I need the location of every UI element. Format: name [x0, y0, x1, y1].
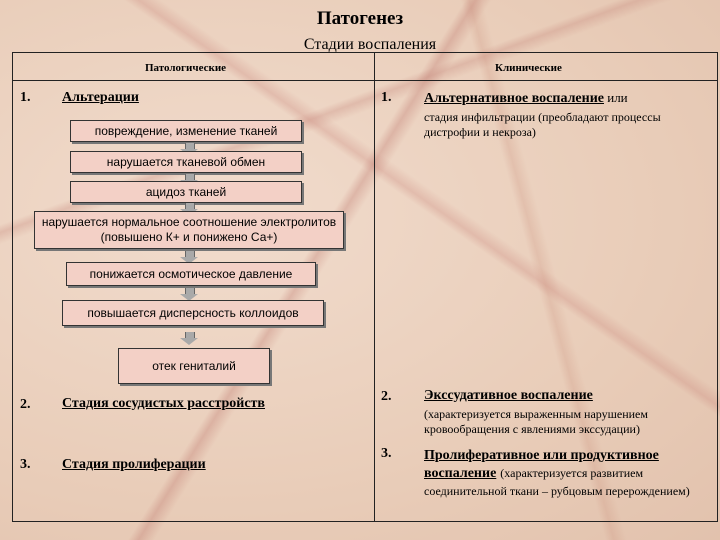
flow-box-edema: отек гениталий — [118, 348, 270, 384]
flow-box-tissue-damage: повреждение, изменение тканей — [70, 120, 302, 142]
flow-box-osmotic-pressure: понижается осмотическое давление — [66, 262, 316, 286]
right-stage-1-number: 1. — [381, 90, 392, 105]
right-stage-3-block — [424, 446, 714, 499]
left-stage-2-name: Стадия сосудистых расстройств — [62, 396, 265, 411]
left-stage-2-number: 2. — [20, 397, 31, 412]
column-divider — [374, 52, 375, 522]
left-stage-3-name: Стадия пролиферации — [62, 457, 206, 472]
header-divider — [12, 80, 718, 81]
left-stage-1-number: 1. — [20, 90, 31, 105]
right-stage-1-heading — [424, 90, 714, 107]
right-stage-2-description: (характеризуется выраженным нарушением кровообращения с явлениями экссудации) — [424, 407, 648, 436]
column-header-pathological: Патологические — [145, 62, 227, 74]
left-stage-1-name: Альтерации — [62, 90, 139, 105]
right-stage-2-number: 2. — [381, 389, 392, 404]
flow-arrow-5 — [180, 288, 198, 300]
column-header-clinical: Клинические — [495, 62, 562, 74]
left-stage-3-number: 3. — [20, 457, 31, 472]
right-stage-3-number: 3. — [381, 446, 392, 461]
flow-box-colloids: повышается дисперсность коллоидов — [62, 300, 324, 326]
right-stage-1-suffix: или — [603, 90, 628, 105]
flow-box-metabolism: нарушается тканевой обмен — [70, 151, 302, 173]
slide-subtitle: Стадии воспаления — [303, 36, 437, 53]
slide-title: Патогенез — [316, 8, 404, 29]
flow-box-acidosis: ацидоз тканей — [70, 181, 302, 203]
right-stage-1-description: стадия инфильтрации (преобладают процессы дистрофии и некроза) — [424, 110, 661, 139]
flow-box-electrolytes: нарушается нормальное соотношение электролитов (повышено К+ и понижено Са+) — [34, 211, 344, 249]
flow-arrow-6 — [180, 332, 198, 344]
right-stage-2-name: Экссудативное воспаление — [424, 388, 593, 403]
right-stage-3-name: Пролиферативное или продуктивное воспаление — [424, 448, 659, 481]
right-stage-3-description: (характеризуется развитием соединительной ткани – рубцовым перерождением) — [424, 466, 690, 498]
right-stage-1-name: Альтернативное воспаление — [424, 91, 604, 106]
